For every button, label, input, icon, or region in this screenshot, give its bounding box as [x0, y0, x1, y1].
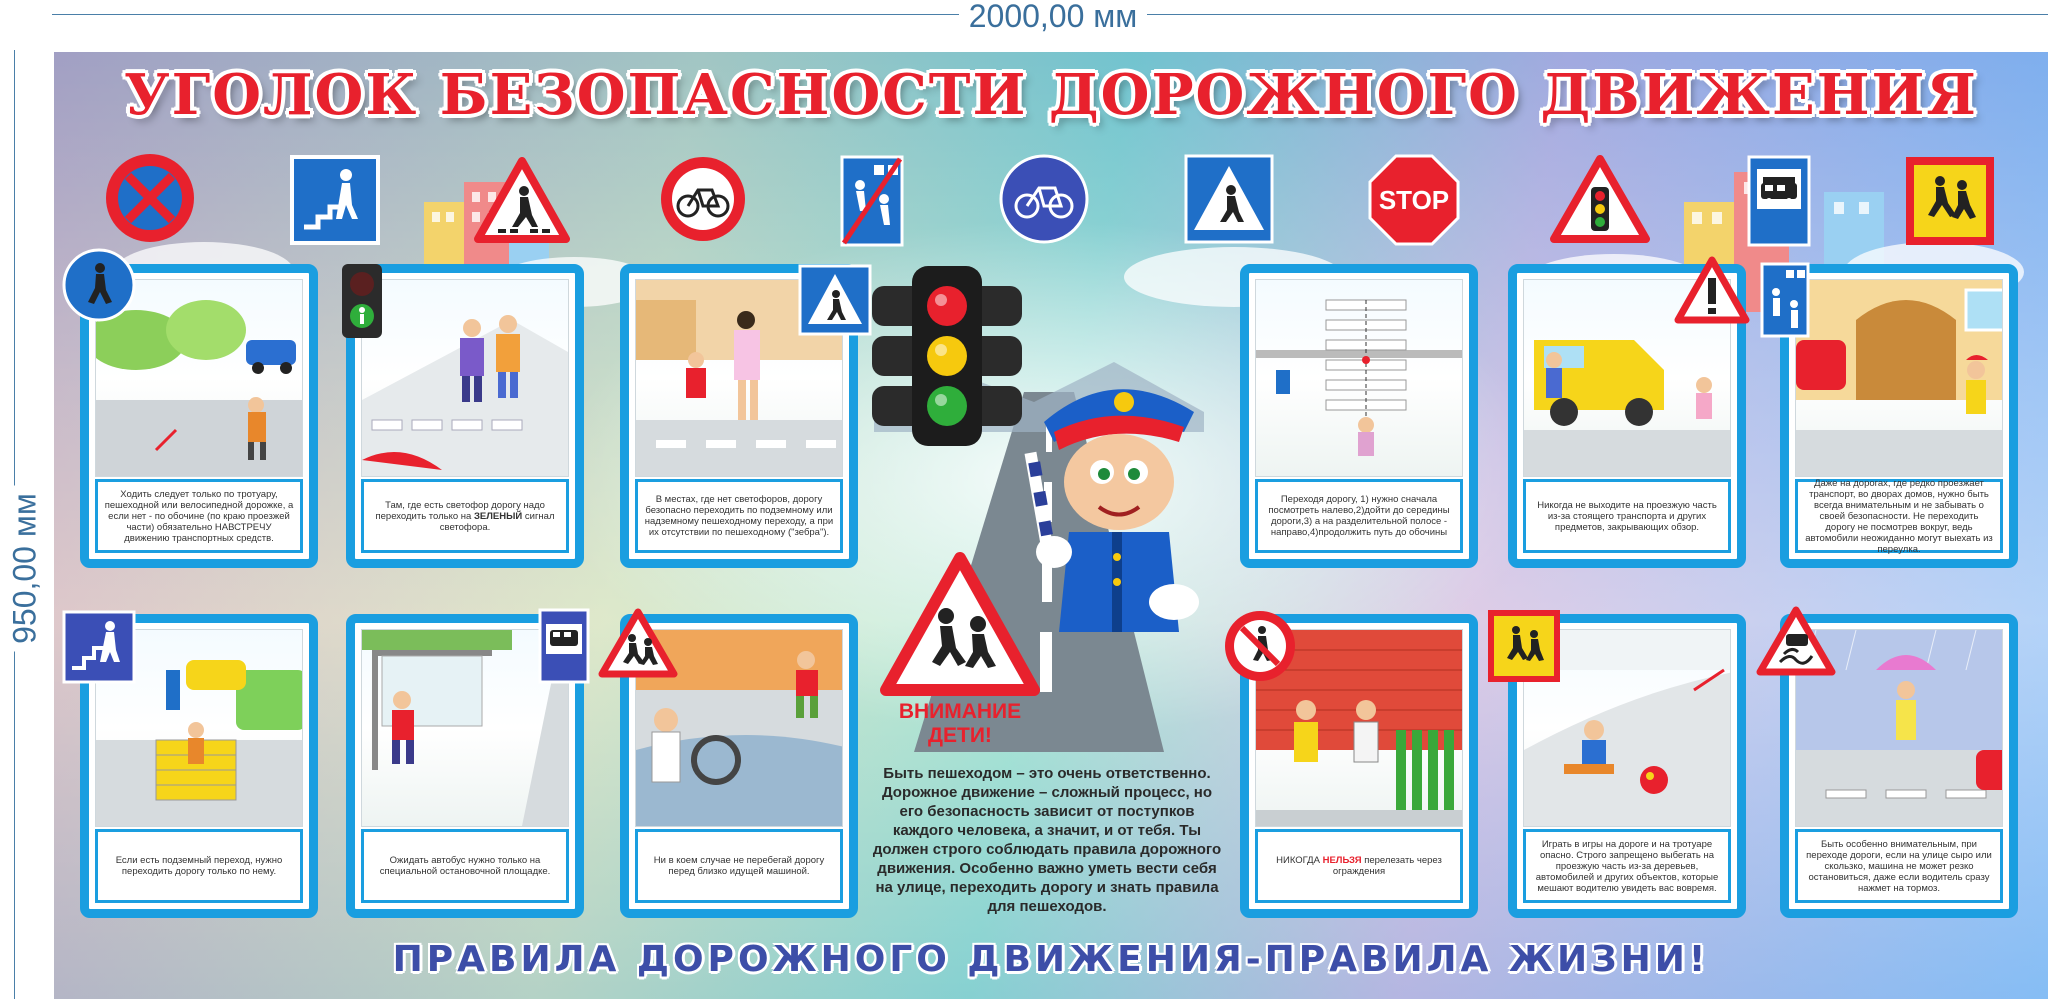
underground-crossing-sign-icon — [290, 155, 380, 245]
card-caption: Ходить следует только по тротуару, пешеходной или велосипедной дорожке, а если нет - по обочине (по краю проезжей части) обязательно НАВСТРЕЧУ движению транспортных средств. — [95, 479, 303, 553]
card-caption: Играть в игры на дороге и на тротуаре опасно. Строго запрещено выбегать на проезжую часть из-за деревьев, автомобилей и других объектов, которые мешают водителю увидеть вас вовремя. — [1523, 829, 1731, 903]
attention-line-1: ВНИМАНИЕ — [898, 700, 1022, 723]
card-caption: Ни в коем случае не перебегай дорогу перед близко идущей машиной. — [635, 829, 843, 903]
pedestrian-zone-sign-icon — [1760, 262, 1810, 338]
width-dimension — [0, 0, 2048, 40]
card-caption-part: НИКОГДА — [1276, 855, 1323, 866]
card-illustration — [361, 279, 569, 477]
children-sign-icon — [1486, 608, 1562, 684]
slippery-road-warning-icon — [1756, 606, 1836, 678]
card-caption: Переходя дорогу, 1) нужно сначала посмотреть налево,2)дойти до середины дороги,3) а на разделительной полосе - направо,4)продолжить путь до обочины — [1255, 479, 1463, 553]
card-illustration — [1255, 279, 1463, 477]
no-pedestrians-sign-icon — [1222, 608, 1298, 684]
card-caption-part: Там, где есть светофор дорогу надо переходить только на — [375, 499, 545, 522]
card-illustration — [1795, 279, 2003, 477]
card-caption: Никогда не выходите на проезжую часть из-за стоящего транспорта и других предметов, закрывающих обзор. — [1523, 479, 1731, 553]
stop-sign-label: STOP — [1378, 185, 1450, 215]
children-warning-icon — [1904, 155, 1996, 247]
card-caption — [361, 479, 569, 553]
bus-stop-sign-icon — [1747, 155, 1811, 247]
bus-stop-sign-icon — [538, 608, 590, 684]
pedestrian-signal-icon — [340, 262, 384, 340]
height-dimension — [0, 50, 52, 999]
card-caption-emphasis: ЗЕЛЕНЫЙ — [473, 510, 523, 522]
children-warning-icon — [598, 608, 678, 680]
no-bicycles-sign-icon — [658, 154, 748, 244]
traffic-light-icon — [872, 266, 1022, 446]
card-caption: Даже на дорогах, где редко проезжает транспорт, во дворах домов, нужно быть всегда внимательным и не забывать о своей безопасности. Не переходить дорогу не посмотрев вокруг, ведь автомобили неожиданно могут выехать из переулка. — [1795, 479, 2003, 553]
card-caption: Если есть подземный переход, нужно переходить дорогу только по нему. — [95, 829, 303, 903]
poster-board — [54, 52, 2048, 999]
pedestrian-rules-text: Быть пешеходом – это очень ответственно. Дорожное движение – сложный процесс, но его безопасность зависит от поступков каждого человека, а значит, и от тебя. Ты должен строго соблюдать правила дорожного движения. Особенно важно уметь вести себя на улице, переходить дорогу и знать правила для пешеходов. — [872, 765, 1222, 915]
pedestrian-crossing-warning-icon — [474, 157, 570, 243]
pedestrian-crossing-sign-icon — [798, 264, 872, 336]
pedestrian-crossing-sign-icon — [1184, 154, 1274, 244]
underground-crossing-sign-icon — [62, 610, 136, 684]
pedestrian-path-sign-icon — [62, 248, 136, 322]
height-dimension-label: 950,00 мм — [7, 485, 43, 652]
card-caption — [1255, 829, 1463, 903]
danger-warning-icon — [1674, 256, 1750, 324]
width-dimension-label: 2000,00 мм — [959, 0, 1148, 34]
stop-sign-icon — [1368, 154, 1460, 246]
page-title: УГОЛОК БЕЗОПАСНОСТИ ДОРОЖНОГО ДВИЖЕНИЯ — [124, 62, 1978, 128]
card-caption: Быть особенно внимательным, при переходе дороги, если на улице сыро или скользко, машина не может резко остановиться, даже если водитель сразу нажмет на тормоз. — [1795, 829, 2003, 903]
bottom-slogan: ПРАВИЛА ДОРОЖНОГО ДВИЖЕНИЯ-ПРАВИЛА ЖИЗНИ! — [392, 939, 1710, 980]
attention-line-2: ДЕТИ! — [928, 724, 992, 747]
card-caption: Ожидать автобус нужно только на специальной остановочной площадке. — [361, 829, 569, 903]
card-caption-part: перелезать через ограждения — [1332, 855, 1442, 877]
card-caption: В местах, где нет светофоров, дорогу безопасно переходить по подземному или надземному пешеходному переходу, а при их отсутствии по пешеходному ("зебра"). — [635, 479, 843, 553]
end-pedestrian-zone-sign-icon — [840, 155, 904, 247]
rule-card-yard-caution — [1780, 264, 2018, 568]
children-warning-large-icon — [880, 552, 1040, 697]
no-stopping-sign-icon — [104, 152, 196, 244]
rule-card-look-left-right — [1240, 264, 1478, 568]
traffic-light-warning-icon — [1550, 155, 1650, 245]
policeman-mascot-icon — [1014, 372, 1214, 672]
card-caption-part: сигнал светофора. — [439, 510, 555, 533]
bicycle-path-sign-icon — [999, 154, 1089, 244]
card-caption-emphasis: НЕЛЬЗЯ — [1322, 855, 1362, 866]
attention-heading — [880, 700, 1040, 748]
